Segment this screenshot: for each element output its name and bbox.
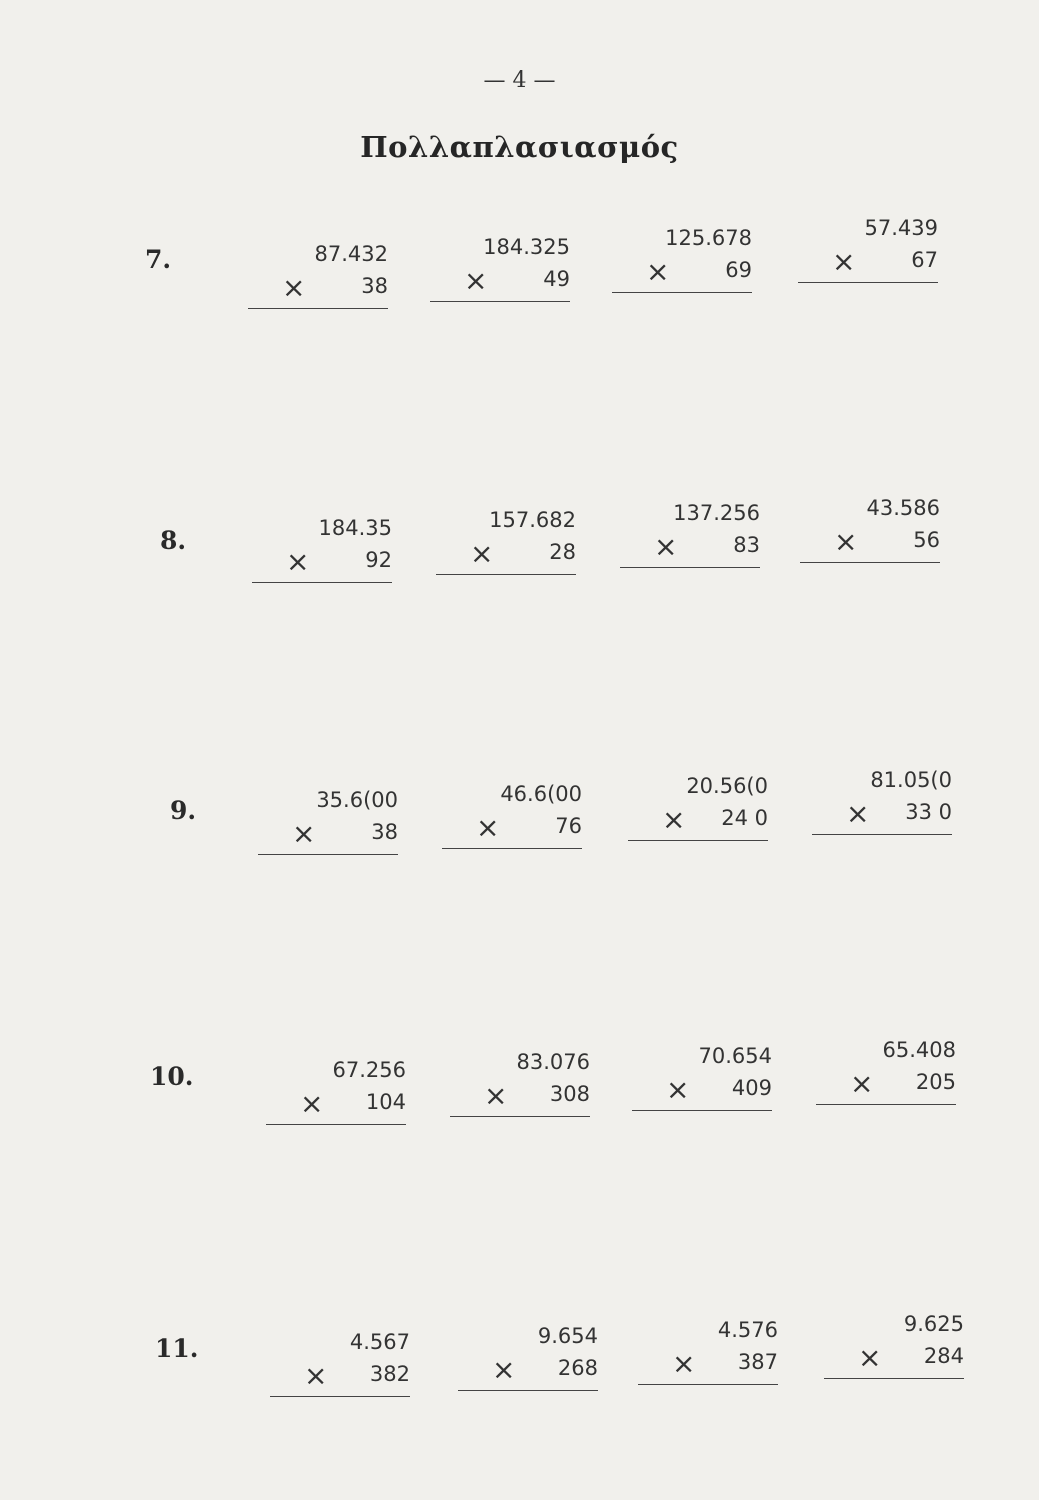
multiplier: 104 <box>365 1090 406 1114</box>
multiplier: 83 <box>733 533 760 557</box>
multiplicand: 125.678 <box>665 226 752 250</box>
answer-rule <box>248 308 388 309</box>
exercise-label: 11. <box>155 1334 199 1363</box>
answer-rule <box>430 301 570 302</box>
multiplicand: 35.6(00 <box>316 788 398 812</box>
times-icon: × <box>850 1067 874 1100</box>
times-icon: × <box>292 817 316 850</box>
multiplicand: 4.567 <box>349 1330 410 1354</box>
multiplier: 284 <box>923 1344 964 1368</box>
answer-rule <box>612 292 752 293</box>
multiplicand: 83.076 <box>516 1050 590 1074</box>
answer-rule <box>442 848 582 849</box>
times-icon: × <box>286 545 310 578</box>
times-icon: × <box>300 1087 324 1120</box>
multiplication-problem <box>798 216 938 296</box>
multiplication-problem <box>258 788 398 868</box>
times-icon: × <box>282 271 306 304</box>
multiplier: 382 <box>369 1362 410 1386</box>
multiplication-problem <box>270 1330 410 1410</box>
multiplication-problem <box>458 1324 598 1404</box>
multiplication-problem <box>252 516 392 596</box>
answer-rule <box>824 1378 964 1379</box>
multiplicand: 57.439 <box>864 216 938 240</box>
times-icon: × <box>476 811 500 844</box>
multiplier: 268 <box>557 1356 598 1380</box>
multiplier: 308 <box>549 1082 590 1106</box>
multiplicand: 9.625 <box>903 1312 964 1336</box>
multiplication-problem <box>628 774 768 854</box>
multiplication-problem <box>430 235 570 315</box>
multiplication-problem <box>816 1038 956 1118</box>
answer-rule <box>800 562 940 563</box>
multiplication-problem <box>824 1312 964 1392</box>
multiplication-problem <box>638 1318 778 1398</box>
times-icon: × <box>858 1341 882 1374</box>
multiplication-problem <box>632 1044 772 1124</box>
answer-rule <box>252 582 392 583</box>
answer-rule <box>812 834 952 835</box>
times-icon: × <box>832 245 856 278</box>
answer-rule <box>638 1384 778 1385</box>
answer-rule <box>258 854 398 855</box>
answer-rule <box>628 840 768 841</box>
multiplier: 24 0 <box>721 806 768 830</box>
multiplicand: 70.654 <box>698 1044 772 1068</box>
answer-rule <box>458 1390 598 1391</box>
exercise-label: 9. <box>170 796 197 825</box>
multiplication-problem <box>800 496 940 576</box>
multiplier: 76 <box>555 814 582 838</box>
multiplication-problem <box>450 1050 590 1130</box>
multiplicand: 4.576 <box>717 1318 778 1342</box>
answer-rule <box>270 1396 410 1397</box>
times-icon: × <box>846 797 870 830</box>
answer-rule <box>620 567 760 568</box>
multiplicand: 65.408 <box>882 1038 956 1062</box>
multiplier: 56 <box>913 528 940 552</box>
multiplier: 38 <box>371 820 398 844</box>
page-number: — 4 — <box>483 68 556 93</box>
multiplier: 69 <box>725 258 752 282</box>
times-icon: × <box>666 1073 690 1106</box>
multiplicand: 81.05(0 <box>870 768 952 792</box>
multiplicand: 184.35 <box>318 516 392 540</box>
multiplicand: 67.256 <box>332 1058 406 1082</box>
multiplier: 33 0 <box>905 800 952 824</box>
exercise-label: 8. <box>160 526 187 555</box>
multiplication-problem <box>436 508 576 588</box>
answer-rule <box>816 1104 956 1105</box>
multiplicand: 184.325 <box>483 235 570 259</box>
multiplicand: 137.256 <box>673 501 760 525</box>
times-icon: × <box>464 264 488 297</box>
multiplicand: 20.56(0 <box>686 774 768 798</box>
multiplication-problem <box>248 242 388 322</box>
answer-rule <box>798 282 938 283</box>
multiplier: 67 <box>911 248 938 272</box>
answer-rule <box>450 1116 590 1117</box>
times-icon: × <box>646 255 670 288</box>
page-title: Πολλαπλασιασμός <box>360 130 679 164</box>
multiplier: 387 <box>737 1350 778 1374</box>
multiplicand: 157.682 <box>489 508 576 532</box>
multiplier: 38 <box>361 274 388 298</box>
multiplication-problem <box>266 1058 406 1138</box>
multiplier: 409 <box>731 1076 772 1100</box>
multiplication-problem <box>612 226 752 306</box>
times-icon: × <box>470 537 494 570</box>
times-icon: × <box>662 803 686 836</box>
multiplier: 205 <box>915 1070 956 1094</box>
multiplier: 92 <box>365 548 392 572</box>
exercise-label: 10. <box>150 1062 194 1091</box>
multiplication-problem <box>442 782 582 862</box>
times-icon: × <box>484 1079 508 1112</box>
multiplicand: 87.432 <box>314 242 388 266</box>
answer-rule <box>632 1110 772 1111</box>
times-icon: × <box>834 525 858 558</box>
times-icon: × <box>304 1359 328 1392</box>
answer-rule <box>266 1124 406 1125</box>
answer-rule <box>436 574 576 575</box>
times-icon: × <box>492 1353 516 1386</box>
multiplicand: 43.586 <box>866 496 940 520</box>
multiplier: 49 <box>543 267 570 291</box>
multiplication-problem <box>620 501 760 581</box>
multiplication-problem <box>812 768 952 848</box>
multiplicand: 9.654 <box>537 1324 598 1348</box>
multiplicand: 46.6(00 <box>500 782 582 806</box>
times-icon: × <box>654 530 678 563</box>
times-icon: × <box>672 1347 696 1380</box>
exercise-label: 7. <box>145 245 172 274</box>
multiplier: 28 <box>549 540 576 564</box>
